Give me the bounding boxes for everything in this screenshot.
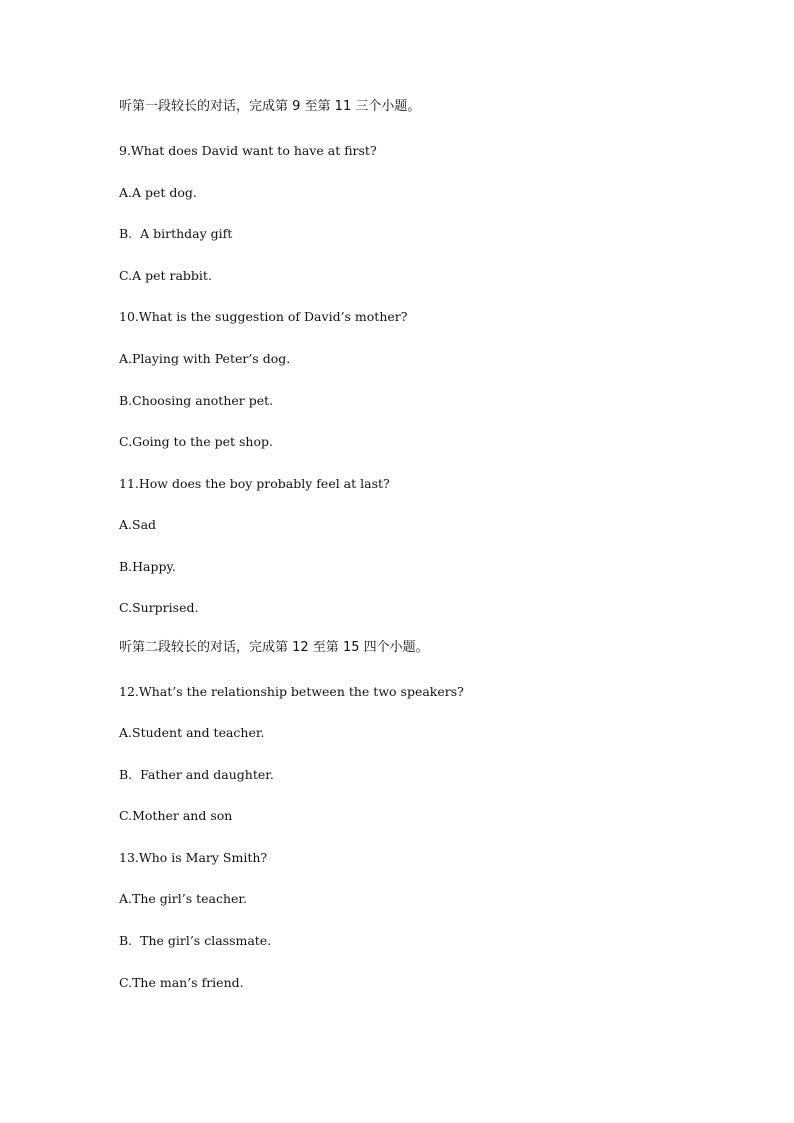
question-10: 10.What is the suggestion of David’s mother? — [119, 309, 408, 324]
question-11: 11.How does the boy probably feel at last? — [119, 476, 390, 491]
question-9-option-c: C.A pet rabbit. — [119, 268, 212, 283]
question-11-option-a: A.Sad — [119, 517, 157, 532]
question-10-option-b: B.Choosing another pet. — [119, 393, 274, 408]
question-13-option-b: B. The girl’s classmate. — [119, 933, 272, 948]
question-13-option-a: A.The girl’s teacher. — [119, 891, 247, 906]
question-12-option-b: B. Father and daughter. — [119, 767, 274, 782]
question-12-option-c: C.Mother and son — [119, 808, 233, 823]
question-9-option-a: A.A pet dog. — [119, 185, 197, 200]
question-10-option-c: C.Going to the pet shop. — [119, 434, 273, 449]
question-11-option-b: B.Happy. — [119, 559, 176, 574]
question-13-option-c: C.The man’s friend. — [119, 975, 244, 990]
question-12: 12.What’s the relationship between the two speakers? — [119, 684, 464, 699]
section-1-instruction: 听第一段较长的对话，完成第 9 至第 11 三个小题。 — [119, 99, 421, 114]
question-11-option-c: C.Surprised. — [119, 600, 199, 615]
question-9: 9.What does David want to have at first? — [119, 143, 377, 158]
question-13: 13.Who is Mary Smith? — [119, 850, 268, 865]
question-10-option-a: A.Playing with Peter’s dog. — [119, 351, 291, 366]
section-2-instruction: 听第二段较长的对话，完成第 12 至第 15 四个小题。 — [119, 640, 429, 655]
question-9-option-b: B. A birthday gift — [119, 226, 233, 241]
question-12-option-a: A.Student and teacher. — [119, 725, 265, 740]
